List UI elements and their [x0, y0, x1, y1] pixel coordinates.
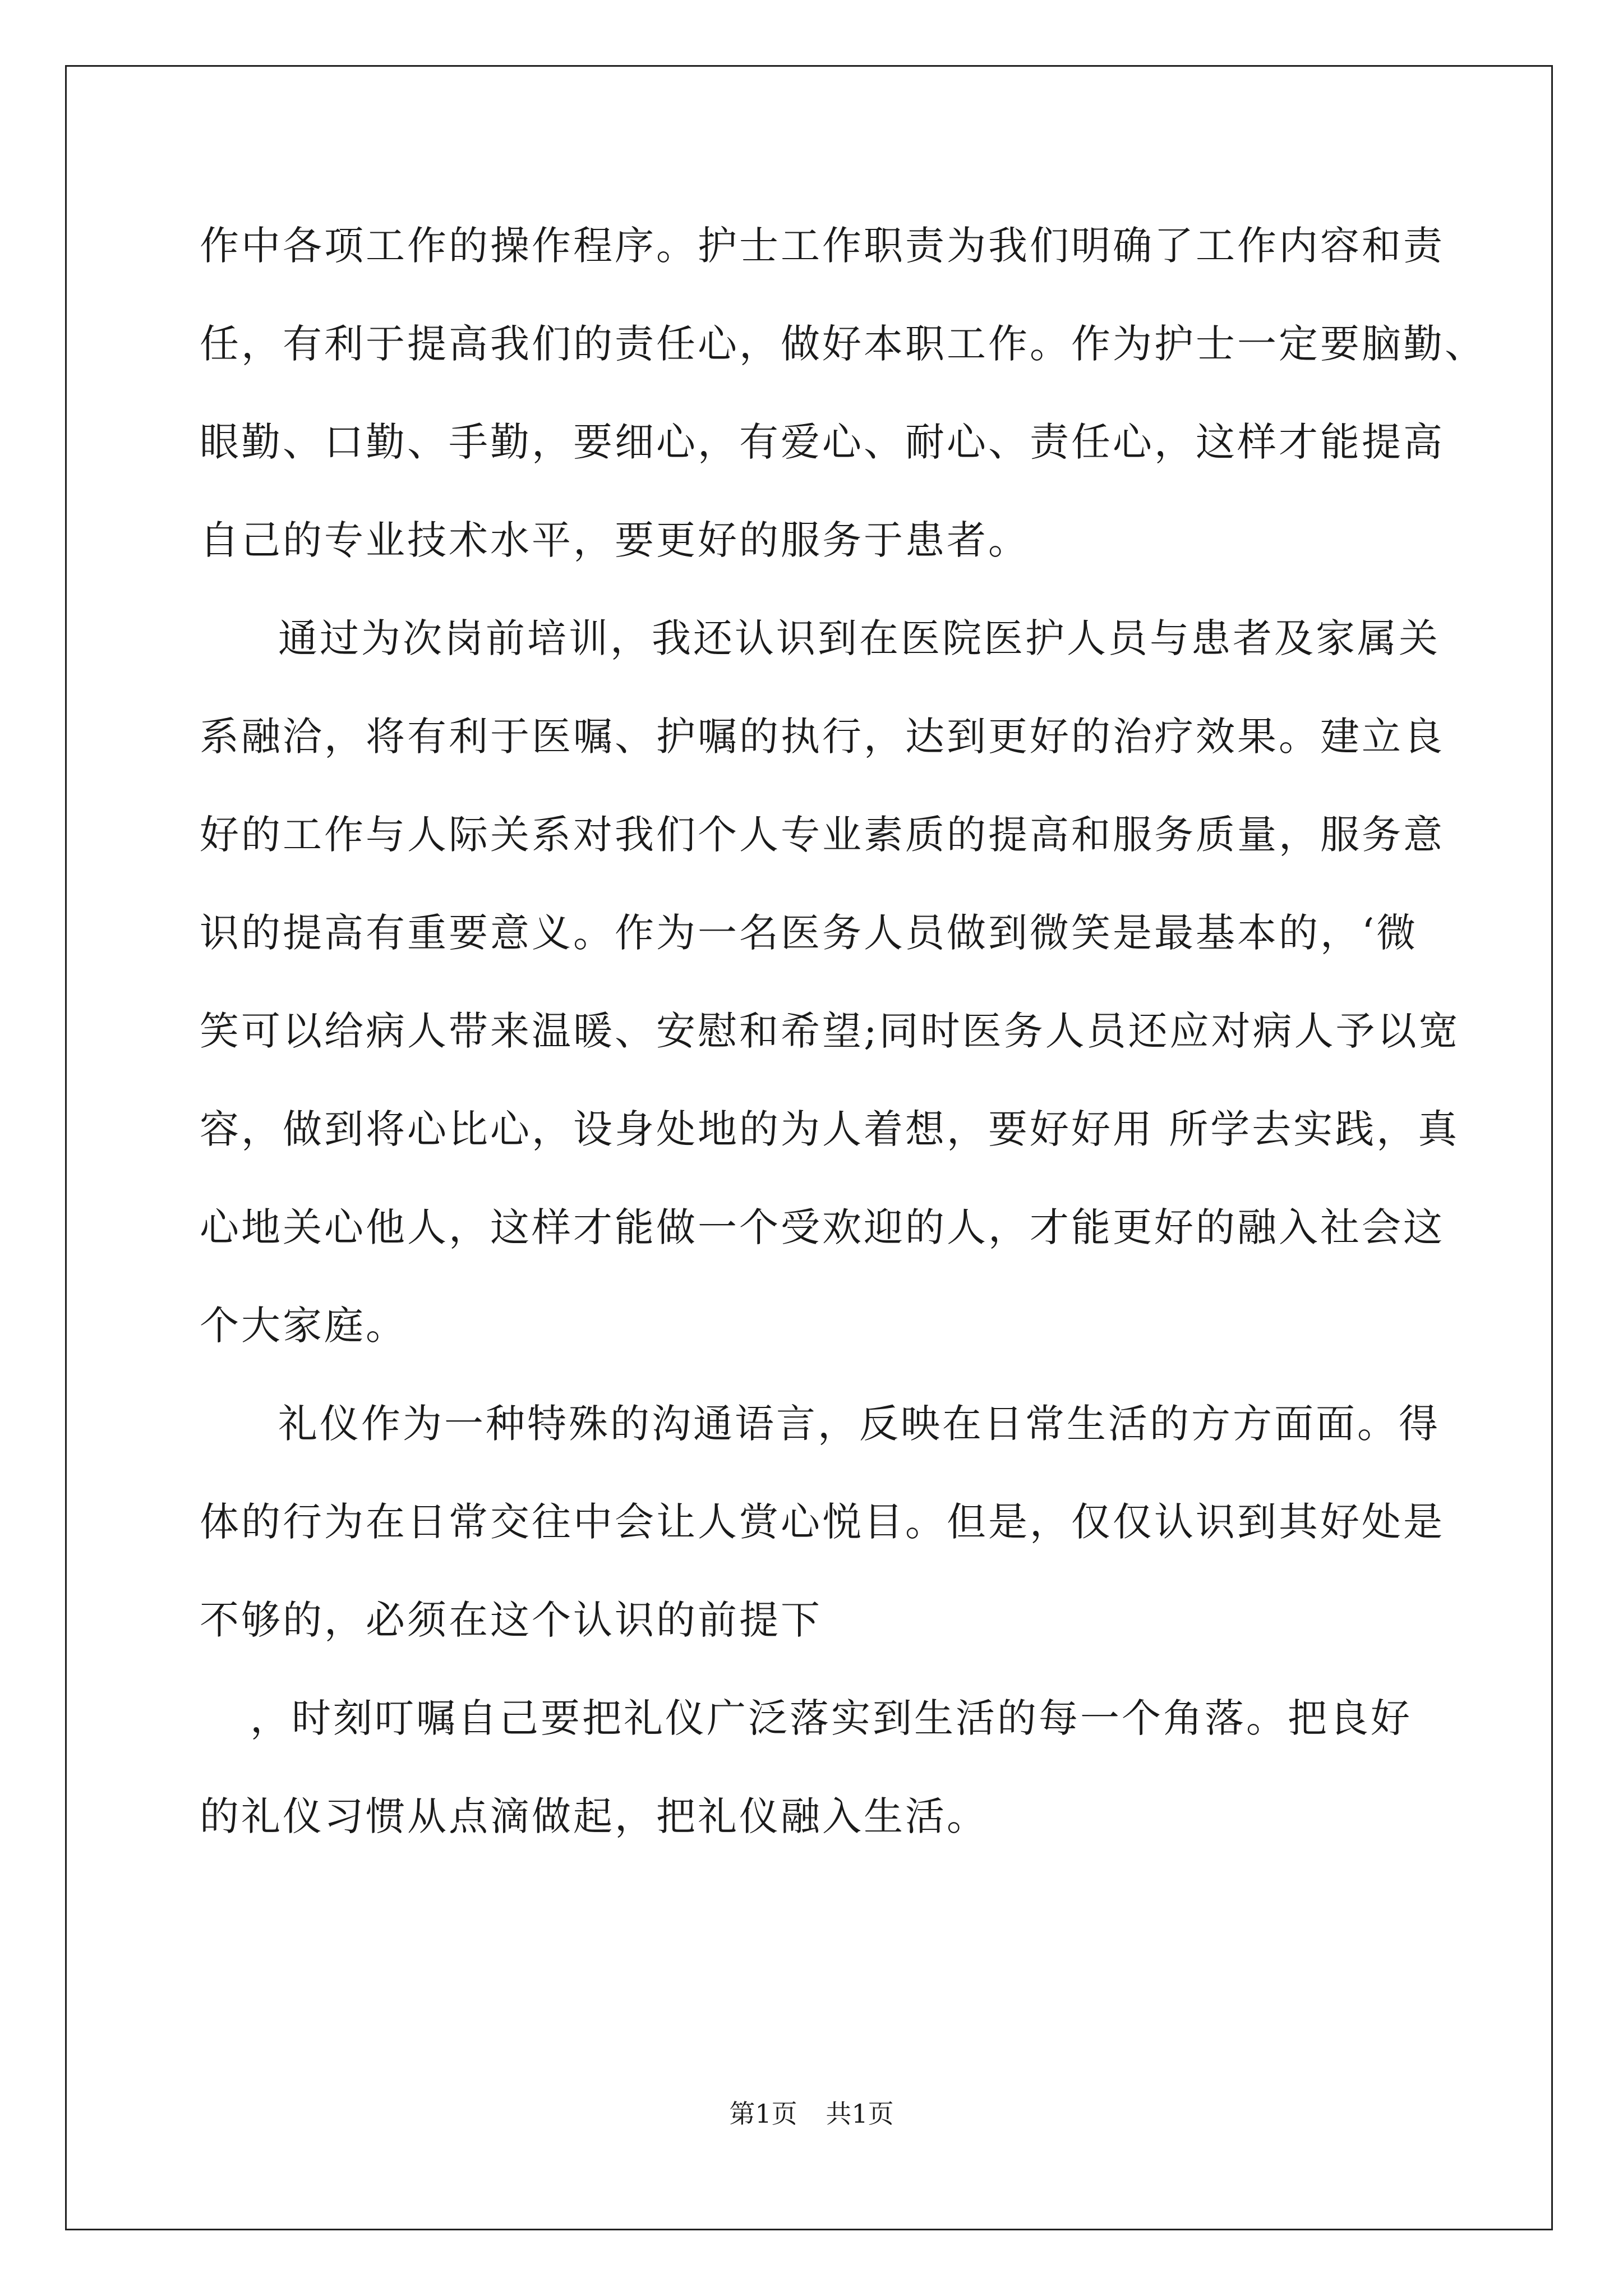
text-line: 自己的专业技术水平，要更好的服务于患者。	[200, 517, 1030, 563]
paragraph-first-line: 通过为次岗前培训，我还认识到在医院医护人员与患者及家属关	[278, 615, 1440, 661]
text-line: 不够的，必须在这个认识的前提下	[200, 1597, 822, 1643]
text-line: 笑可以给病人带来温暖、安慰和希望;同时医务人员还应对病人予以宽	[200, 1008, 1460, 1054]
paragraph-first-line: ，时刻叮嘱自己要把礼仪广泛落实到生活的每一个角落。把良好	[250, 1695, 1412, 1741]
text-line: 任，有利于提高我们的责任心，做好本职工作。作为护士一定要脑勤、	[200, 321, 1486, 367]
text-line: 好的工作与人际关系对我们个人专业素质的提高和服务质量，服务意	[200, 812, 1445, 858]
page-footer	[0, 2097, 1623, 2131]
page-total: 共1页	[826, 2099, 894, 2129]
page-number: 第1页	[729, 2099, 797, 2129]
text-line: 个大家庭。	[200, 1303, 407, 1349]
text-line: 心地关心他人，这样才能做一个受欢迎的人，才能更好的融入社会这	[200, 1204, 1445, 1250]
text-line: 作中各项工作的操作程序。护士工作职责为我们明确了工作内容和责	[200, 223, 1445, 269]
text-line: 系融洽，将有利于医嘱、护嘱的执行，达到更好的治疗效果。建立良	[200, 714, 1445, 760]
text-line: 眼勤、口勤、手勤，要细心，有爱心、耐心、责任心，这样才能提高	[200, 419, 1445, 465]
text-line: 容，做到将心比心，设身处地的为人着想，要好好用 所学去实践，真	[200, 1106, 1460, 1152]
paragraph-first-line: 礼仪作为一种特殊的沟通语言，反映在日常生活的方方面面。得	[278, 1401, 1440, 1447]
text-line: 的礼仪习惯从点滴做起，把礼仪融入生活。	[200, 1793, 988, 1839]
text-line: 识的提高有重要意义。作为一名医务人员做到微笑是最基本的，‘微	[200, 910, 1418, 956]
text-line: 体的行为在日常交往中会让人赏心悦目。但是，仅仅认识到其好处是	[200, 1499, 1445, 1545]
